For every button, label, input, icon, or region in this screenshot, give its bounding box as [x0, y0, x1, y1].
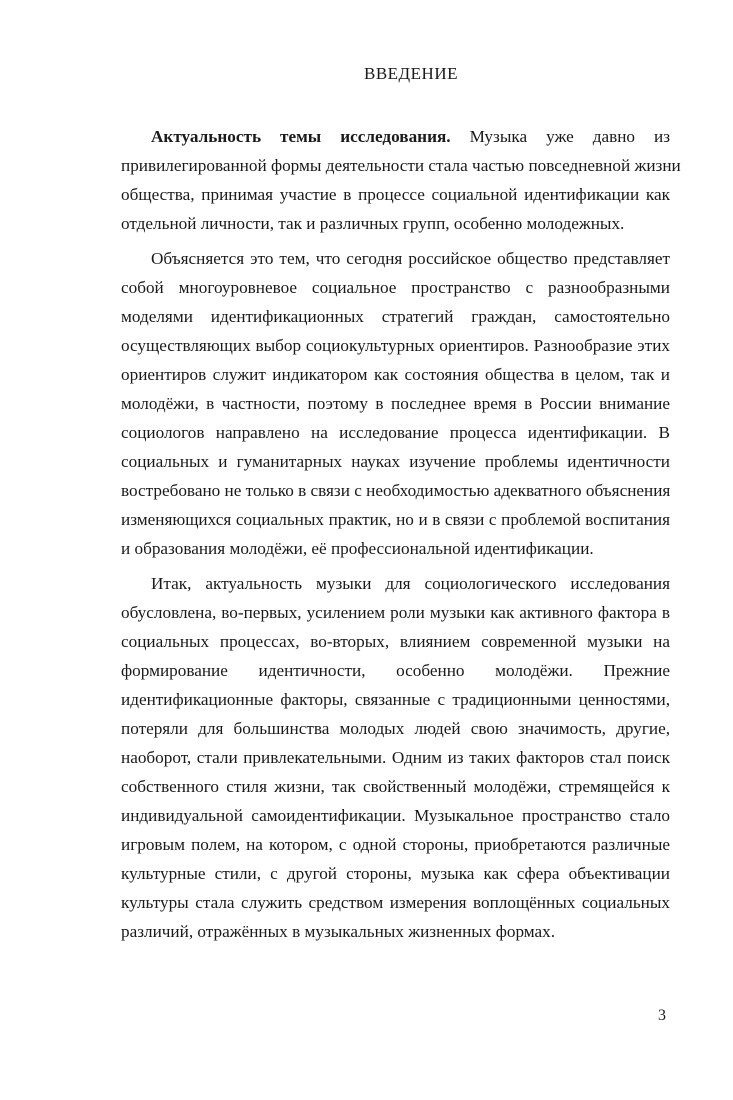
- paragraph-3-line-4: формирование идентичности, особенно молодёжи. Прежние: [121, 661, 670, 680]
- paragraph-2-line-1: Объясняется это тем, что сегодня российское общество представляет: [151, 249, 670, 268]
- paragraph-1-line-4: отдельной личности, так и различных групп, особенно молодежных.: [121, 214, 625, 233]
- paragraph-1-line-2: привилегированной формы деятельности стала частью повседневной жизни: [121, 156, 681, 175]
- paragraph-3-line-3: социальных процессах, во-вторых, влиянием современной музыки на: [121, 632, 670, 651]
- paragraph-3-line-9: индивидуальной самоидентификации. Музыкальное пространство стало: [121, 806, 670, 825]
- paragraph-3-line-11: культурные стили, с другой стороны, музыка как сфера объективации: [121, 864, 670, 883]
- paragraph-1-line-1: [121, 122, 670, 151]
- paragraph-2-line-11: и образования молодёжи, её профессиональной идентификации.: [121, 539, 594, 558]
- paragraph-1-line-1-rest: Музыка уже давно из: [469, 127, 670, 146]
- paragraph-2-line-9: востребовано не только в связи с необходимостью адекватного объяснения: [121, 481, 671, 500]
- paragraph-1-line-3: общества, принимая участие в процессе социальной идентификации как: [121, 185, 670, 204]
- paragraph-2-line-4: осуществляющих выбор социокультурных ориентиров. Разнообразие этих: [121, 336, 670, 355]
- page-number: 3: [658, 1007, 666, 1024]
- paragraph-2-line-6: молодёжи, в частности, поэтому в последнее время в России внимание: [121, 394, 670, 413]
- paragraph-2-line-7: социологов направлено на исследование процесса идентификации. В: [121, 423, 670, 442]
- paragraph-2-line-10: изменяющихся социальных практик, но и в связи с проблемой воспитания: [121, 510, 670, 529]
- paragraph-3-line-6: потеряли для большинства молодых людей свою значимость, другие,: [121, 719, 670, 738]
- paragraph-3-line-7: наоборот, стали привлекательными. Одним из таких факторов стал поиск: [121, 748, 670, 767]
- paragraph-3-line-12: культуры стала служить средством измерения воплощённых социальных: [121, 893, 670, 912]
- lead-phrase: Актуальность темы исследования.: [151, 127, 451, 146]
- paragraph-2-line-8: социальных и гуманитарных науках изучение проблемы идентичности: [121, 452, 670, 471]
- paragraph-2-line-5: ориентиров служит индикатором как состояния общества в целом, так и: [121, 365, 670, 384]
- section-heading: ВВЕДЕНИЕ: [364, 64, 458, 83]
- paragraph-2-line-2: собой многоуровневое социальное пространство с разнообразными: [121, 278, 670, 297]
- body-text: [121, 122, 681, 946]
- paragraph-3-line-2: обусловлена, во-первых, усилением роли музыки как активного фактора в: [121, 603, 670, 622]
- paragraph-3-line-10: игровым полем, на котором, с одной стороны, приобретаются различные: [121, 835, 670, 854]
- paragraph-3-line-8: собственного стиля жизни, так свойственный молодёжи, стремящейся к: [121, 777, 670, 796]
- paragraph-3-line-5: идентификационные факторы, связанные с традиционными ценностями,: [121, 690, 670, 709]
- paragraph-3-line-1: Итак, актуальность музыки для социологического исследования: [151, 574, 670, 593]
- paragraph-3-line-13: различий, отражённых в музыкальных жизненных формах.: [121, 922, 556, 941]
- paragraph-2-line-3: моделями идентификационных стратегий граждан, самостоятельно: [121, 307, 670, 326]
